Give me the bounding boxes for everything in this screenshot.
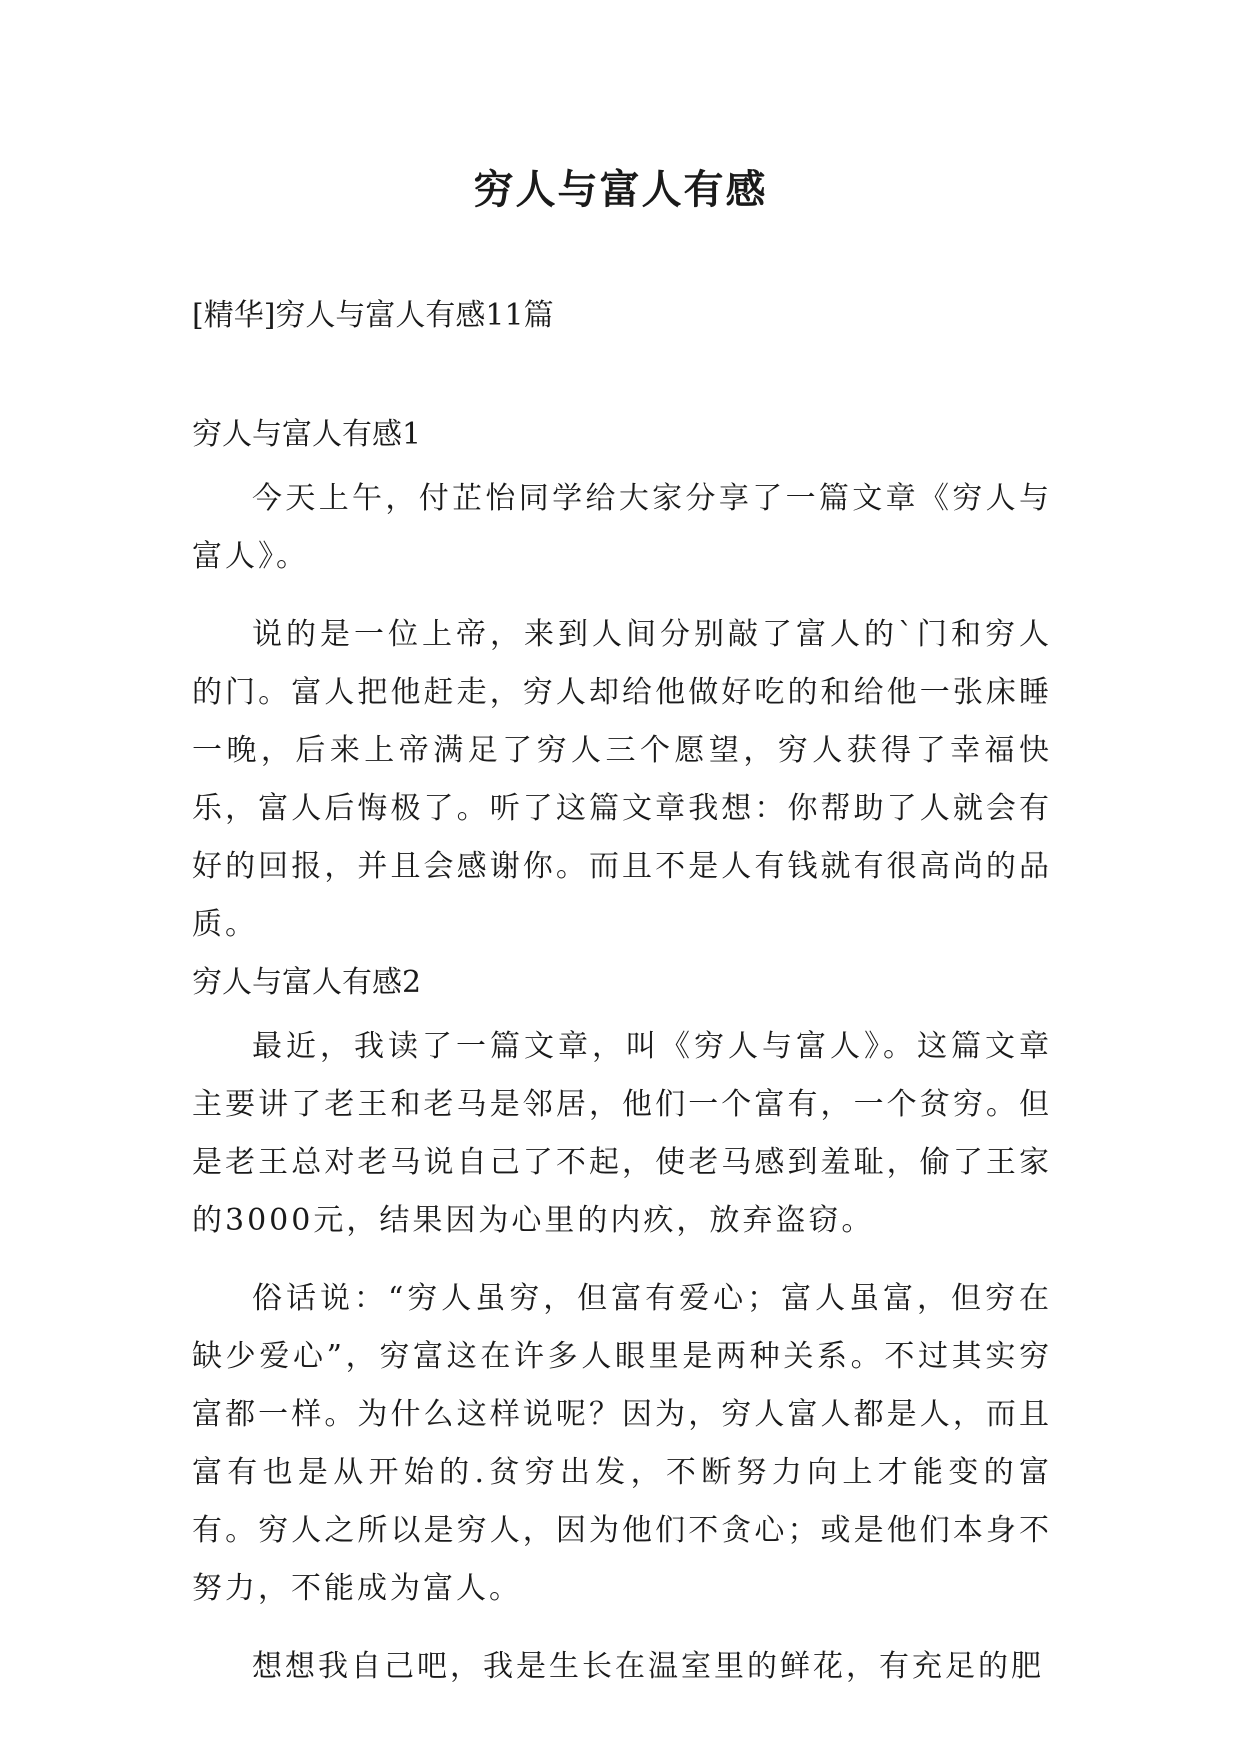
section-2-paragraph-3: 想想我自己吧，我是生长在温室里的鲜花，有充足的肥 (252, 1649, 1044, 1684)
section-heading-2: 穷人与富人有感2 (192, 965, 422, 1000)
section-1-paragraph-2: 说的是一位上帝，来到人间分别敲了富人的`门和穷人的门。富人把他赶走，穷人却给他做好吃的和给他一张床睡一晚，后来上帝满足了穷人三个愿望，穷人获得了幸福快乐，富人后悔极了。听了这篇文章我想：你帮助了人就会有好的回报，并且会感谢你。而且不是人有钱就有很高尚的品质。 (192, 617, 1052, 942)
section-heading-1: 穷人与富人有感1 (192, 417, 422, 452)
page-title: 穷人与富人有感 (473, 166, 768, 213)
section-1-paragraph-1: 今天上午，付芷怡同学给大家分享了一篇文章《穷人与富人》。 (192, 481, 1052, 574)
section-2-paragraph-2: 俗话说：“穷人虽穷，但富有爱心；富人虽富，但穷在缺少爱心”，穷富这在许多人眼里是两种关系。不过其实穷富都一样。为什么这样说呢？因为，穷人富人都是人，而且富有也是从开始的.贫穷出发，不断努力向上才能变的富有。穷人之所以是穷人，因为他们不贪心；或是他们本身不努力，不能成为富人。 (192, 1281, 1052, 1606)
section-2-paragraph-1: 最近，我读了一篇文章，叫《穷人与富人》。这篇文章主要讲了老王和老马是邻居，他们一个富有，一个贫穷。但是老王总对老马说自己了不起，使老马感到羞耻，偷了王家的3000元，结果因为心里的内疚，放弃盗窃。 (192, 1029, 1052, 1238)
document-subtitle: [精华]穷人与富人有感11篇 (192, 298, 554, 333)
document-body (192, 406, 1052, 1696)
